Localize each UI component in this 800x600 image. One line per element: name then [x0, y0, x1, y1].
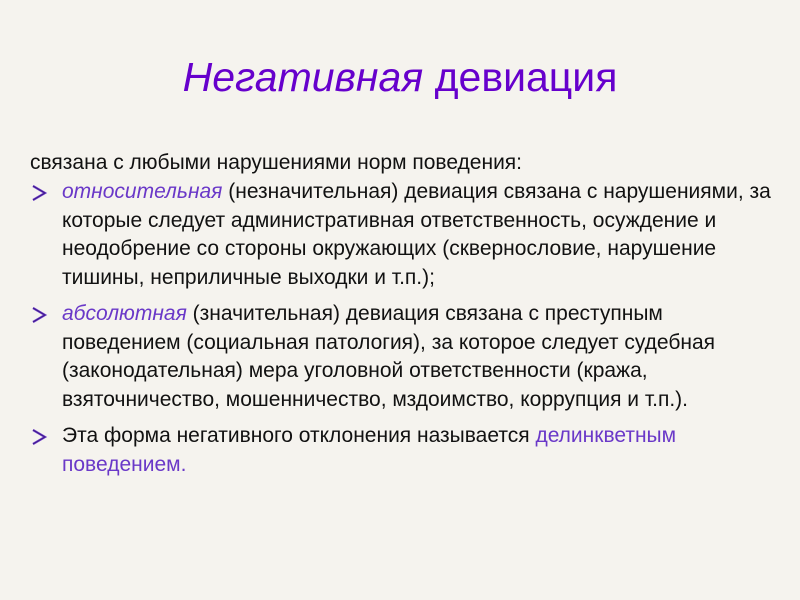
slide-title	[0, 52, 800, 102]
bullet-item-relative	[30, 178, 775, 292]
bullet-accent-term: делинкветным поведением.	[62, 424, 677, 476]
bullet-list	[30, 178, 775, 487]
chevron-arrow-icon	[30, 428, 48, 446]
bullet-body-text: (значительная) девиация связана с преступным поведением (социальная патология), за которое следует судебная (законодательная) мера уголовной ответственности (кража, взяточничество, мошенничество, мздоимство, коррупция и т.п.).	[62, 302, 716, 411]
chevron-arrow-icon	[30, 306, 48, 324]
intro-text: связана с любыми нарушениями норм поведения:	[30, 151, 523, 174]
bullet-item-delinquent	[30, 422, 775, 479]
chevron-arrow-icon	[30, 184, 48, 202]
title-italic-part: Негативная	[182, 54, 424, 100]
title-rest-part: девиация	[423, 54, 618, 100]
bullet-body-text: (незначительная) девиация связана с нарушениями, за которые следует административная ответственность, осуждение и неодобрение со стороны окружающих (сквернословие, нарушение тишины, неприличные выходки и т.п.);	[62, 180, 771, 289]
bullet-accent-term: относительная	[62, 180, 223, 203]
bullet-accent-term: абсолютная	[62, 302, 187, 325]
bullet-body-text: Эта форма негативного отклонения называется	[62, 424, 536, 447]
bullet-item-absolute	[30, 300, 775, 414]
